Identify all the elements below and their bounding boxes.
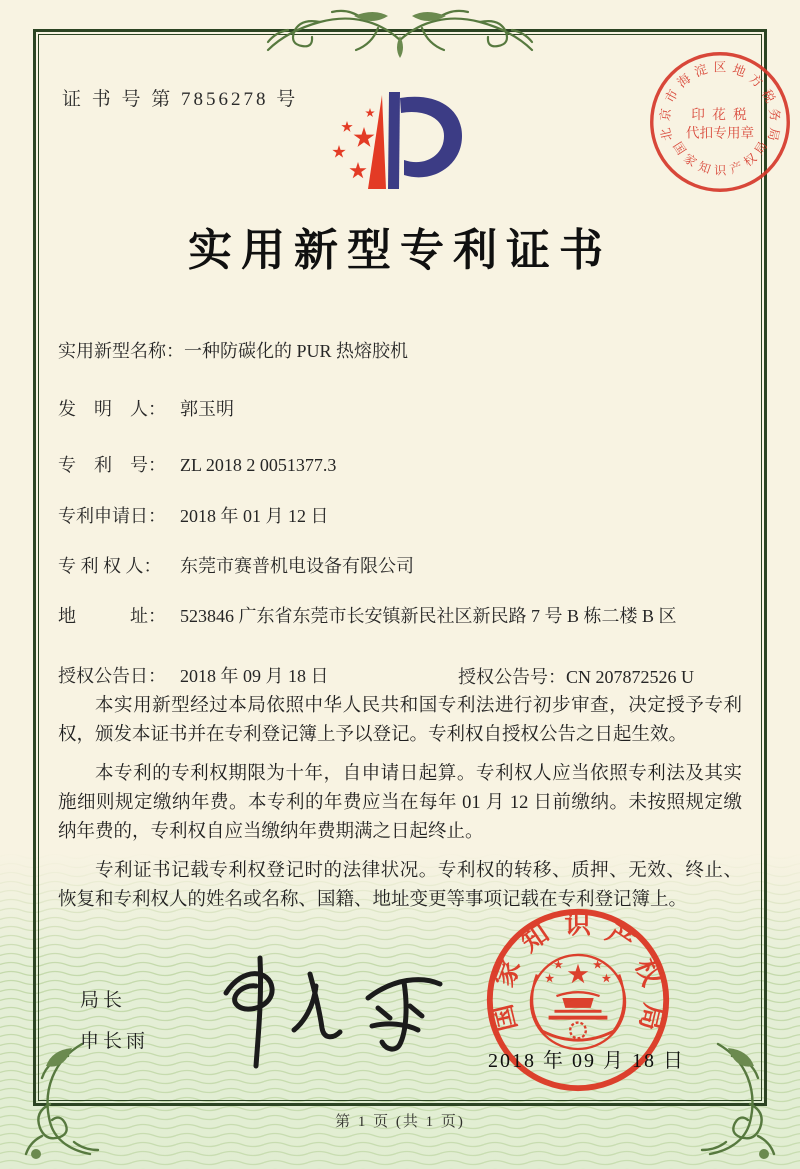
field-row-patent-no xyxy=(58,452,748,478)
field-value: 郭玉明 xyxy=(180,399,234,419)
field-row-address xyxy=(58,603,748,629)
tax-stamp-seal xyxy=(642,44,798,200)
field-value: 523846 广东省东莞市长安镇新民社区新民路 7 号 B 栋二楼 B 区 xyxy=(180,606,677,626)
paragraph-2: 本专利的专利权期限为十年，自申请日起算。专利权人应当依照专利法及其实施细则规定缴纳年费。本专利的年费应当在每年 01 月 12 日前缴纳。未按照规定缴纳年费的，专利权自应当缴纳年费期满之日起终止。 xyxy=(58,764,742,842)
field-label: 专 利 号： xyxy=(58,455,166,475)
stamp-arc-top-text: 北京市海淀区地方税务局 xyxy=(658,60,782,143)
cnipa-logo-icon xyxy=(312,92,488,216)
field-grant-number xyxy=(458,663,694,689)
corner-ornament-left-icon xyxy=(12,1038,104,1160)
field-label: 专利申请日： xyxy=(58,506,166,526)
field-value: 一种防碳化的 PUR 热熔胶机 xyxy=(184,341,409,361)
field-label: 授权公告日： xyxy=(58,666,166,686)
certificate-number: 证 书 号 第 7856278 号 xyxy=(62,89,299,110)
officer-name: 申长雨 xyxy=(80,1031,150,1052)
certificate-title: 实用新型专利证书 xyxy=(188,226,612,275)
field-value: 2018 年 09 月 18 日 xyxy=(180,666,329,686)
field-value: 2018 年 01 月 12 日 xyxy=(180,506,329,526)
field-row-name xyxy=(58,338,748,364)
stamp-center-line2: 代扣专用章 xyxy=(685,125,755,141)
field-row-patentee xyxy=(58,553,748,579)
field-value: 东莞市赛普机电设备有限公司 xyxy=(180,556,414,576)
field-row-filing-date xyxy=(58,503,748,529)
field-label: 专 利 权 人： xyxy=(58,556,162,576)
paragraph-3: 专利证书记载专利权登记时的法律状况。专利权的转移、质押、无效、终止、恢复和专利权人的姓名或名称、国籍、地址变更等事项记载在专利登记簿上。 xyxy=(58,861,742,910)
seal-ring-text: 国家知识产权局 xyxy=(486,909,670,1035)
page-number: 第 1 页 (共 1 页) xyxy=(335,1114,465,1130)
seal-date: 2018 年 09 月 18 日 xyxy=(488,1050,685,1072)
corner-ornament-right-icon xyxy=(696,1038,788,1160)
officer-title: 局长 xyxy=(80,990,127,1011)
field-label: 实用新型名称： xyxy=(58,341,184,361)
field-value: ZL 2018 2 0051377.3 xyxy=(180,455,337,475)
svg-text:国家知识产权局 xyxy=(670,139,770,177)
top-border-ornament-icon xyxy=(258,6,542,62)
legal-text xyxy=(58,692,742,925)
field-value: CN 207872526 U xyxy=(566,667,695,687)
field-label: 发 明 人： xyxy=(58,399,166,419)
field-label: 地 址： xyxy=(58,606,166,626)
field-label: 授权公告号： xyxy=(458,667,566,687)
paragraph-1: 本实用新型经过本局依照中华人民共和国专利法进行初步审查，决定授予专利权，颁发本证书并在专利登记簿上予以登记。专利权自授权公告之日起生效。 xyxy=(58,696,742,745)
stamp-arc-bottom-text: 国家知识产权局 xyxy=(670,139,771,178)
field-row-inventor xyxy=(58,396,748,422)
stamp-center-line1: 印 花 税 xyxy=(691,107,749,123)
signature-icon xyxy=(198,948,448,1073)
